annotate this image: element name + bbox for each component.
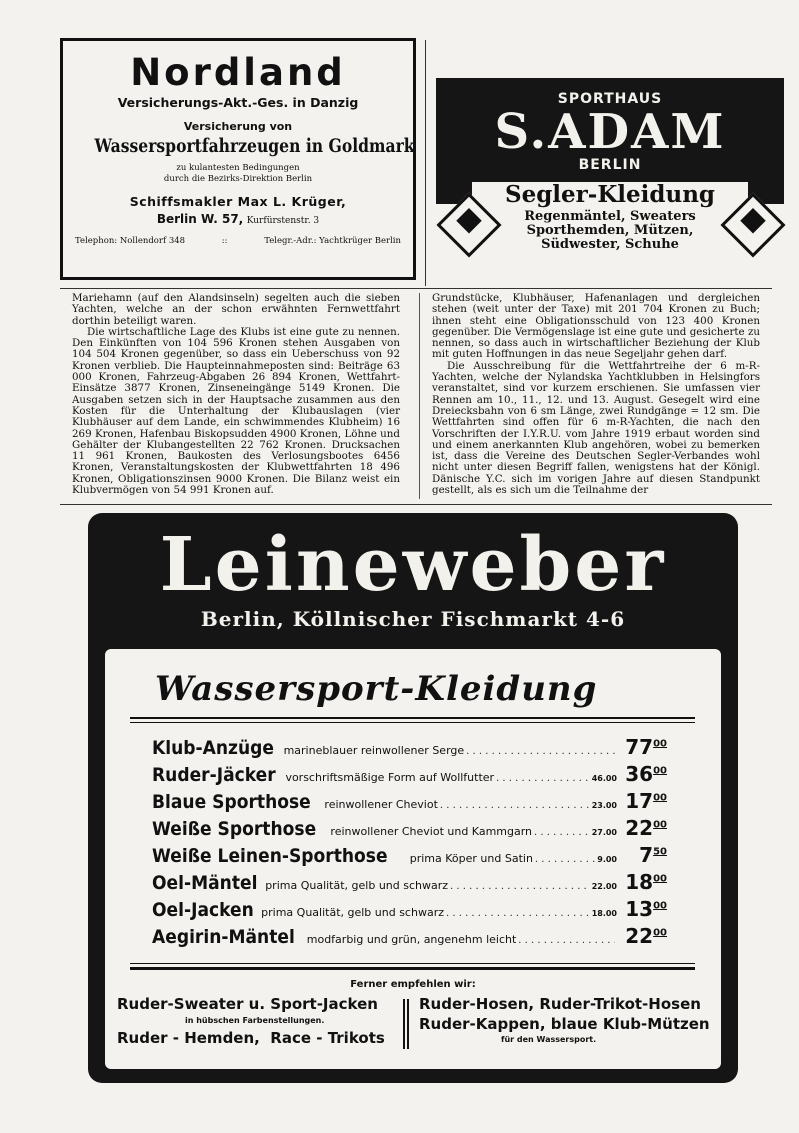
heading-rule (130, 722, 695, 723)
leader-dots (496, 773, 590, 784)
right-extra-2: Ruder-Kappen, blaue Klub-Mützen (419, 1015, 710, 1033)
price-row (152, 762, 667, 786)
nordland-product: Wassersportfahrzeugen in Goldmark (94, 135, 415, 157)
item-price: $18^{00}$ (625, 870, 667, 894)
adam-ad (436, 78, 784, 258)
adam-line-1: Regenmäntel, Sweaters (524, 209, 696, 224)
price-row (152, 735, 667, 759)
item-desc: modfarbig und grün, angenehm leicht (306, 933, 517, 946)
nordland-separator: :: (221, 236, 228, 246)
item-name: Oel-Mäntel (152, 872, 258, 894)
item-price: $7^{50}$ (639, 843, 667, 867)
item-name: Oel-Jacken (152, 899, 254, 921)
item-name: Blaue Sporthose (152, 791, 311, 813)
nordland-street: Kurfürstenstr. 3 (246, 216, 320, 226)
footer-rule (130, 963, 695, 964)
item-desc: reinwollener Cheviot und Kammgarn (330, 825, 533, 838)
item-name: Klub-Anzüge (152, 737, 275, 759)
article-column-right (432, 293, 760, 496)
right-extra-3: für den Wassersport. (501, 1035, 597, 1044)
item-old-price: 18.00 (591, 909, 617, 918)
article-column-left (72, 293, 400, 496)
column-divider (419, 293, 420, 499)
article-paragraph: Mariehamn (auf den Alandsinseln) segelten auch die sieben Yachten, welche an der schon erwähnten Fernwettfahrt dorthin beteiligt waren. (72, 292, 400, 327)
price-row (152, 843, 667, 867)
leineweber-panel (105, 649, 721, 1069)
item-desc: marineblauer reinwollener Serge (283, 744, 465, 757)
leineweber-ad (88, 513, 738, 1083)
nordland-conditions-2: durch die Bezirks-Direktion Berlin (163, 174, 313, 184)
leader-dots (440, 800, 590, 811)
item-name: Aegirin-Mäntel (152, 926, 295, 948)
leader-dots (466, 746, 615, 757)
left-extra-1: Ruder-Sweater u. Sport-Jacken (117, 995, 378, 1013)
adam-sporthaus: SPORTHAUS (557, 91, 663, 107)
item-name: Ruder-Jäcker (152, 764, 276, 786)
leader-dots (446, 908, 590, 919)
leineweber-name: Leineweber (159, 522, 667, 608)
nordland-insurance-line: Versicherung von (183, 120, 293, 133)
nordland-address (63, 212, 413, 226)
price-row (152, 816, 667, 840)
nordland-company: Versicherungs-Akt.-Ges. in Danzig (117, 95, 359, 110)
leader-dots (450, 881, 590, 892)
nordland-contact (63, 236, 413, 246)
top-divider (60, 288, 772, 289)
leineweber-heading: Wassersport-Kleidung (155, 669, 598, 709)
nordland-conditions-1: zu kulantesten Bedingungen (176, 163, 300, 173)
nordland-ad (60, 38, 416, 280)
price-row (152, 789, 667, 813)
header-column-divider (425, 40, 426, 286)
item-desc: prima Qualität, gelb und schwarz (265, 879, 449, 892)
item-price: $77^{00}$ (625, 735, 667, 759)
item-old-price: 23.00 (591, 801, 617, 810)
right-extra-1: Ruder-Hosen, Ruder-Trikot-Hosen (419, 995, 701, 1013)
item-desc: prima Qualität, gelb und schwarz (261, 906, 444, 919)
article-paragraph: Die Ausschreibung für die Wettfahrtreihe der 6 m-R-Yachten, welche der Nylandska Yachtklubben in Helsingfors veranstaltet, sind vor kurzem erschienen. Sie umfassen vier Rennen am 10., 11., 12. und 13. August. Gesegelt wird eine Dreiecksbahn von 6 sm Länge, zwei Rundgänge = 12 sm. Die Wettfahrten sind offen für 6 m-R-Yachten, die nach den Vorschriften der I.Y.R.U. vom Jahre 1919 erbaut worden sind und einem anerkannten Klub angehören, wobei zu bemerken ist, dass die Vereine des Deutschen Segler-Verbandes wohl nicht unter diesen Begriff fallen, wenigstens hat der Königl. Dänische Y.C. sich im vorigen Jahre auf diesen Standpunkt gestellt, als es sich um die Teilnahme der (432, 359, 760, 497)
adam-city: BERLIN (578, 157, 642, 173)
article (60, 293, 772, 505)
item-price: $17^{00}$ (625, 789, 667, 813)
heading-rule (130, 717, 695, 719)
article-paragraph: Die wirtschaftliche Lage des Klubs ist eine gute zu nennen. Den Einkünften von 104 596 Kronen stehen Ausgaben von 104 504 Kronen gegenüber, so dass ein Ueberschuss von 92 Kronen verblieb. Die Haupteinnahmeposten sind: Beiträge 63 000 Kronen, Fahrzeug-Abgaben 26 894 Kronen, Wettfahrt-Einsätze 3877 Kronen, Zinseneingänge 5149 Kronen. Die Ausgaben setzen sich in der Hauptsache zusammen aus den Kosten für die Unterhaltung der Klubauslagen (vier Klubhäuser auf dem Lande, ein schwimmendes Klubheim) 16 269 Kronen, Hafenbau Biskopsudden 4900 Kronen, Löhne und Gehälter der Klubangestellten 22 762 Kronen. Drucksachen 11 961 Kronen, Baukosten des Verlosungsbootes 6456 Kronen, Veranstaltungskosten der Klubwettfahrten 18 496 Kronen, Obligationszinsen 9000 Kronen. Die Bilanz weist ein Klubvermögen von 54 991 Kronen auf. (72, 325, 400, 497)
nordland-city: Berlin W. 57, (156, 212, 244, 226)
nordland-phone: Telephon: Nollendorf 348 (75, 236, 186, 246)
leader-dots (518, 935, 615, 946)
leader-dots (534, 827, 590, 838)
footer-rule (130, 967, 695, 970)
leader-dots (535, 854, 595, 865)
item-desc: prima Köper und Satin (409, 852, 533, 865)
adam-segler: Segler-Kleidung (472, 182, 748, 208)
item-old-price: 22.00 (591, 882, 617, 891)
adam-line-2: Sporthemden, Mützen, (526, 223, 694, 238)
left-extra-3: Ruder - Hemden, Race - Trikots (117, 1029, 385, 1047)
item-name: Weiße Sporthose (152, 818, 317, 840)
nordland-broker: Schiffsmakler Max L. Krüger, (129, 194, 347, 209)
item-desc: vorschriftsmäßige Form auf Wollfutter (285, 771, 495, 784)
item-old-price: 27.00 (591, 828, 617, 837)
item-price: $22^{00}$ (625, 816, 667, 840)
item-price: $22^{00}$ (625, 924, 667, 948)
price-row (152, 924, 667, 948)
left-extra-2: in hübschen Farbenstellungen. (185, 1016, 325, 1025)
item-old-price: 46.00 (591, 774, 617, 783)
adam-line-3: Südwester, Schuhe (541, 237, 679, 252)
item-price: $13^{00}$ (625, 897, 667, 921)
adam-name: S.ADAM (494, 104, 726, 160)
item-name: Weiße Leinen-Sporthose (152, 845, 388, 867)
item-old-price: 9.00 (597, 855, 617, 864)
item-desc: reinwollener Cheviot (324, 798, 438, 811)
leineweber-address: Berlin, Köllnischer Fischmarkt 4-6 (200, 607, 626, 631)
item-price: $36^{00}$ (625, 762, 667, 786)
price-row (152, 870, 667, 894)
extras-divider (403, 999, 409, 1049)
article-paragraph: Grundstücke, Klubhäuser, Hafenanlagen und dergleichen stehen (weit unter der Taxe) mit 201 704 Kronen zu Buch; ihnen steht eine Obligationsschuld von 123 400 Kronen gegenüber. Die Vermögenslage ist eine gute und gesicherte zu nennen, so dass auch in wirtschaftlicher Beziehung der Klub mit guten Hoffnungen in das neue Segeljahr gehen darf. (432, 292, 760, 361)
price-row (152, 897, 667, 921)
ferner-label: Ferner empfehlen wir: (350, 979, 476, 990)
nordland-telegram: Telegr.-Adr.: Yachtkrüger Berlin (264, 236, 401, 246)
nordland-title: Nordland (130, 51, 346, 94)
